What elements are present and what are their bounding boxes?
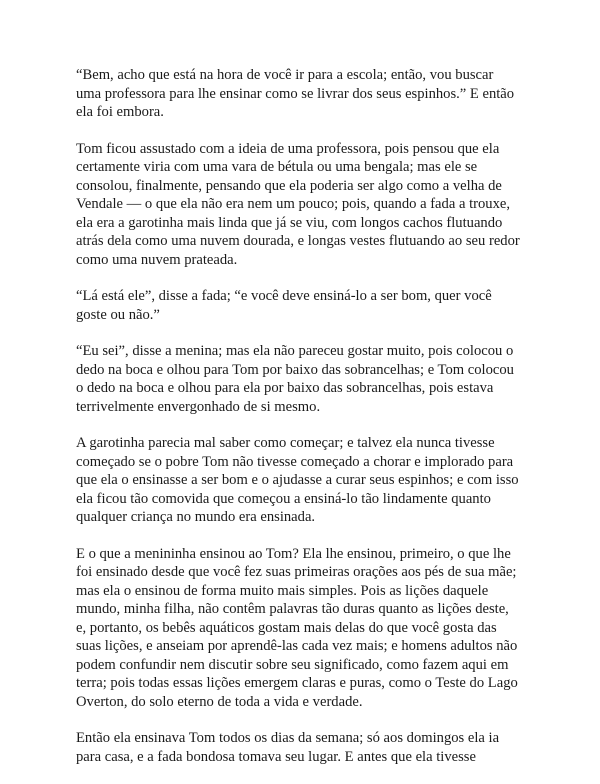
text-line: suas lições, e anseiam por aprendê-las cada vez mais; e homens adultos não xyxy=(76,638,518,654)
text-line: o dedo na boca e olhou para ela por baixo das sobrancelhas, pois estava xyxy=(76,380,494,396)
text-line: consolou, finalmente, pensando que ela poderia ser algo como a velha de xyxy=(76,177,502,194)
text-line: como uma nuvem prateada. xyxy=(76,251,238,268)
text-line: certamente viria com uma vara de bétula ou uma bengala; mas ele se xyxy=(76,159,478,175)
text-line: terra; pois todas essas lições emergem claras e puras, como o Teste do Lago xyxy=(76,675,518,691)
text-line: Vendale — o que ela não era nem um pouco; pois, quando a fada a trouxe, xyxy=(76,196,511,212)
text-line: “Lá está ele”, disse a fada; “e você deve ensiná-lo a ser bom, quer você xyxy=(76,288,492,304)
text-line: ela foi embora. xyxy=(76,104,164,120)
text-line: foi ensinado desde que você fez suas primeiras orações aos pés de sua mãe; xyxy=(76,564,517,580)
text-line: mundo, minha filha, não contêm palavras tão duras quanto as lições deste, xyxy=(76,601,509,617)
text-line: dedo na boca e olhou para Tom por baixo das sobrancelhas; e Tom colocou xyxy=(76,361,514,378)
text-line: podem confundir nem discutir sobre seu significado, como fazem aqui em xyxy=(76,656,509,673)
text-line: que ela o ensinasse a ser bom e o ajudasse a curar seus espinhos; e com isso xyxy=(76,472,519,488)
text-line: Então ela ensinava Tom todos os dias da semana; só aos domingos ela ia xyxy=(76,730,500,746)
text-line: começado se o pobre Tom não tivesse começado a chorar e implorado para xyxy=(76,453,514,470)
paragraph-3 xyxy=(76,287,546,324)
text-line: “Bem, acho que está na hora de você ir para a escola; então, vou buscar xyxy=(76,67,494,83)
text-line: “Eu sei”, disse a menina; mas ela não pareceu gostar muito, pois colocou o xyxy=(76,343,514,359)
text-line: terrivelmente envergonhado de si mesmo. xyxy=(76,398,321,415)
paragraph-6 xyxy=(76,545,546,712)
text-line: e, portanto, os bebês aquáticos gostam mais delas do que você gosta das xyxy=(76,619,497,636)
paragraph-5 xyxy=(76,434,546,527)
document-page xyxy=(76,66,546,784)
text-line: qualquer criança no mundo era ensinada. xyxy=(76,509,316,525)
paragraph-4 xyxy=(76,342,546,416)
text-line: Overton, do solo eterno de toda a vida e verdade. xyxy=(76,693,363,710)
text-line: para casa, e a fada bondosa tomava seu lugar. E antes que ela tivesse xyxy=(76,748,476,765)
text-line: ela era a garotinha mais linda que já se viu, com longos cachos flutuando xyxy=(76,214,503,231)
text-line: ela ficou tão comovida que começou a ensiná-lo tão lindamente quanto xyxy=(76,490,491,507)
text-line: atrás dela como uma nuvem dourada, e longas vestes flutuando ao seu redor xyxy=(76,233,520,249)
text-line: uma professora para lhe ensinar como se livrar dos seus espinhos.” E então xyxy=(76,85,515,102)
text-line: E o que a menininha ensinou ao Tom? Ela lhe ensinou, primeiro, o que lhe xyxy=(76,545,511,562)
paragraph-1 xyxy=(76,66,546,122)
paragraph-2 xyxy=(76,140,546,270)
text-line: Tom ficou assustado com a ideia de uma professora, pois pensou que ela xyxy=(76,140,500,157)
paragraph-7 xyxy=(76,729,546,766)
text-line: mas ela o ensinou de forma muito mais simples. Pois as lições daquele xyxy=(76,582,489,599)
text-line: goste ou não.” xyxy=(76,306,160,323)
text-line: A garotinha parecia mal saber como começar; e talvez ela nunca tivesse xyxy=(76,435,495,451)
